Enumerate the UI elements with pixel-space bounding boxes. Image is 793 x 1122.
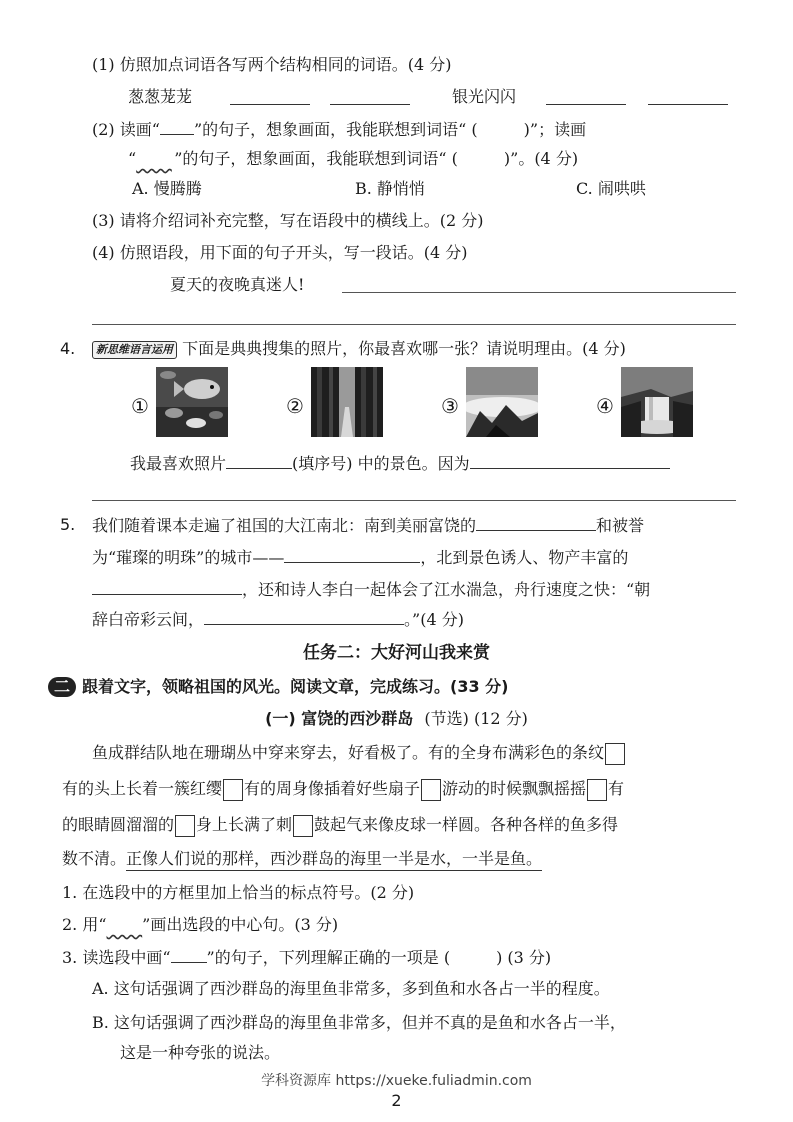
watermark: 学科资源库 https://xueke.fuliadmin.com (261, 1073, 532, 1089)
e3-text-b: ”的句子，下列理解正确的一项是 ( (206, 948, 451, 967)
q2-text-e: ”的句子，想象画面，我能联想到词语“ ( (174, 149, 458, 168)
answer-blank-1d[interactable] (648, 88, 728, 105)
reason-line-2[interactable] (92, 500, 736, 501)
reason-blank[interactable] (470, 452, 670, 469)
answer-prefix: 我最喜欢照片 (130, 454, 227, 473)
photo-forest-image[interactable] (311, 367, 383, 437)
q2-text-c: )”；读画 (523, 120, 587, 139)
q5-text-f: 辞白帝彩云间， (92, 610, 205, 629)
question-4-prompt: 下面是典典搜集的照片，你最喜欢哪一张？请说明理由。(4 分) (182, 339, 626, 358)
question-5-line4 (92, 608, 464, 631)
passage-text-2c: 游动的时候飘飘摇摇 (442, 779, 587, 798)
section-2-title: 跟着文字，领略祖国的风光。阅读文章，完成练习。(33 分) (82, 677, 509, 696)
passage-line-1 (92, 742, 626, 765)
photo-label-4: ④ (596, 394, 614, 418)
photo-label-2: ② (286, 394, 304, 418)
exercise-3-option-b[interactable]: B. 这句话强调了西沙群岛的海里鱼非常多，但并不真的是鱼和水各占一半， (92, 1013, 626, 1032)
passage-note: (节选) (12 分) (424, 709, 528, 728)
subquestion-2-line1 (92, 118, 586, 141)
punctuation-box-6[interactable] (293, 815, 313, 837)
subquestion-4: (4) 仿照语段，用下面的句子开头，写一段话。(4 分) (92, 243, 468, 262)
question-5-number: 5. (60, 515, 76, 534)
passage-line-3 (62, 814, 618, 837)
q5-text-g: 。”(4 分) (404, 610, 464, 629)
passage-text-3a: 的眼睛圆溜溜的 (62, 815, 175, 834)
passage-title-row (0, 708, 793, 730)
option-a[interactable]: A. 慢腾腾 (132, 179, 202, 198)
straight-underline-sample-2 (171, 946, 207, 963)
sentence-starter: 夏天的夜晚真迷人! (170, 275, 305, 294)
passage-text-3b: 身上长满了刺 (196, 815, 293, 834)
question-5-line1 (92, 514, 644, 537)
q5-blank-3[interactable] (92, 578, 242, 595)
passage-text-4a: 数不清。 (62, 849, 127, 868)
passage-title: (一) 富饶的西沙群岛 (265, 709, 414, 728)
question-5-line2 (92, 546, 628, 569)
question-4-text (92, 338, 626, 360)
subquestion-1: (1) 仿照加点词语各写两个结构相同的词语。(4 分) (92, 55, 452, 74)
q5-blank-2[interactable] (284, 546, 420, 563)
photo-label-1: ① (131, 394, 149, 418)
exercise-3 (62, 946, 551, 969)
q2-text-b: ”的句子，想象画面，我能联想到词语“ ( (193, 120, 478, 139)
exercise-2 (62, 914, 338, 936)
question-4-answer-line (130, 452, 670, 475)
answer-blank-1c[interactable] (546, 88, 626, 105)
passage-text-2d: 有 (608, 779, 625, 798)
punctuation-box-1[interactable] (605, 743, 625, 765)
task-2-title: 任务二：大好河山我来赏 (303, 643, 490, 663)
e3-text-c: ) (3 分) (496, 948, 552, 967)
answer-blank-1a[interactable] (230, 88, 310, 105)
writing-line-2[interactable] (92, 324, 736, 325)
e2-text-b: ”画出选段的中心句。(3 分) (142, 915, 339, 934)
underlined-sentence: 正像人们说的那样，西沙群岛的海里一半是水，一半是鱼。 (126, 849, 542, 871)
punctuation-box-5[interactable] (175, 815, 195, 837)
passage-line-2 (62, 778, 624, 801)
page-number: 2 (391, 1091, 402, 1110)
passage-text-2b: 有的周身像插着好些扇子 (244, 779, 421, 798)
e2-text-a: 2. 用“ (62, 915, 107, 934)
straight-underline-sample (160, 118, 194, 135)
q5-text-c: 为“璀璨的明珠”的城市—— (92, 548, 285, 567)
photo-waterfall-image[interactable] (621, 367, 693, 437)
photo-mountain-clouds-image[interactable] (466, 367, 538, 437)
example-word-b: 银光闪闪 (452, 87, 517, 106)
photo-number-blank[interactable] (226, 452, 292, 469)
question-5-line3 (92, 578, 650, 601)
q2-text-f: )”。(4 分) (503, 149, 579, 168)
q5-text-d: ，北到景色诱人、物产丰富的 (420, 548, 629, 567)
subquestion-2-line2 (128, 148, 578, 170)
section-2-header (48, 676, 508, 698)
photo-label-3: ③ (441, 394, 459, 418)
passage-text-3c: 鼓起气来像皮球一样圆。各种各样的鱼多得 (314, 815, 619, 834)
wavy-underline-sample-2 (107, 914, 143, 936)
answer-blank-1b[interactable] (330, 88, 410, 105)
option-c[interactable]: C. 闹哄哄 (576, 179, 646, 198)
section-2-mark: 二 (48, 677, 76, 697)
passage-text-1: 鱼成群结队地在珊瑚丛中穿来穿去，好看极了。有的全身布满彩色的条纹 (92, 743, 605, 762)
punctuation-box-3[interactable] (421, 779, 441, 801)
exercise-1: 1. 在选段中的方框里加上恰当的标点符号。(2 分) (62, 883, 415, 902)
e3-text-a: 3. 读选段中画“ (62, 948, 171, 967)
q5-text-a: 我们随着课本走遍了祖国的大江南北：南到美丽富饶的 (92, 516, 477, 535)
photo-fish-image[interactable] (156, 367, 228, 437)
punctuation-box-2[interactable] (223, 779, 243, 801)
answer-middle: (填序号) 中的景色。因为 (292, 454, 470, 473)
subquestion-3: (3) 请将介绍词补充完整，写在语段中的横线上。(2 分) (92, 211, 484, 230)
option-b[interactable]: B. 静悄悄 (355, 179, 425, 198)
question-4-number: 4. (60, 339, 76, 358)
new-thinking-badge: 新思维语言运用 (92, 341, 177, 359)
exercise-3-option-a[interactable]: A. 这句话强调了西沙群岛的海里鱼非常多，多到鱼和水各占一半的程度。 (92, 979, 610, 998)
writing-line-1[interactable] (342, 292, 736, 293)
passage-text-2a: 有的头上长着一簇红缨 (62, 779, 223, 798)
punctuation-box-4[interactable] (587, 779, 607, 801)
q5-blank-1[interactable] (476, 514, 596, 531)
q5-text-b: 和被誉 (596, 516, 645, 535)
q2-text-a: (2) 读画“ (92, 120, 160, 139)
example-word-a: 葱葱茏茏 (128, 87, 193, 106)
q2-text-d: “ (128, 149, 137, 168)
passage-line-4 (62, 848, 542, 870)
q5-blank-4[interactable] (204, 608, 404, 625)
exercise-3-option-b-cont: 这是一种夸张的说法。 (120, 1043, 281, 1062)
q5-text-e: ，还和诗人李白一起体会了江水湍急，舟行速度之快：“朝 (242, 580, 651, 599)
wavy-underline-sample (136, 148, 174, 170)
